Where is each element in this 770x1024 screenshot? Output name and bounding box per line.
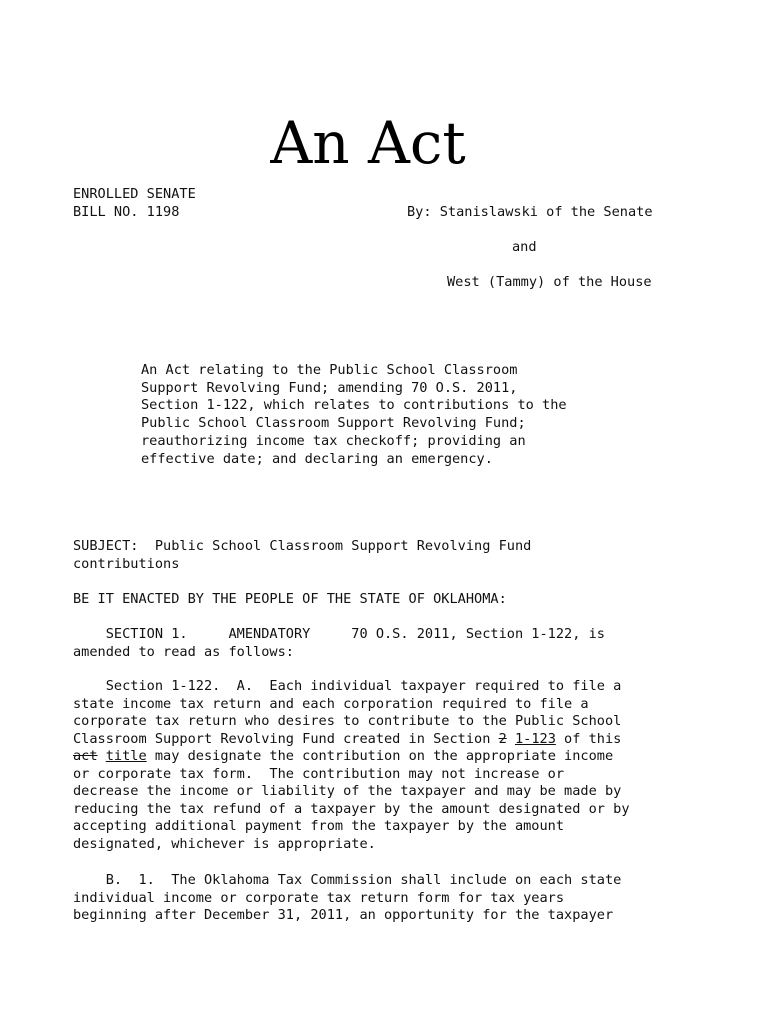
bill-number: BILL NO. 1198 <box>73 204 180 220</box>
body-line: individual income or corporate tax return form for tax years <box>73 889 565 906</box>
summary-line: Support Revolving Fund; amending 70 O.S. 2011, <box>141 379 518 396</box>
summary-line: effective date; and declaring an emergency. <box>141 450 493 467</box>
enacting-clause-text: BE IT ENACTED BY THE PEOPLE OF THE STATE OF OKLAHOMA: <box>73 591 507 607</box>
section-line: amended to read as follows: <box>73 643 294 660</box>
enacting-clause <box>73 591 507 609</box>
inserted-text: title <box>105 748 147 764</box>
body-line <box>73 748 630 766</box>
summary-line: reauthorizing income tax checkoff; providing an <box>141 432 526 449</box>
senate-author: By: Stanislawski of the Senate <box>407 204 653 220</box>
inserted-text: 1-123 <box>514 730 556 747</box>
bill-label-line1: ENROLLED SENATE <box>73 186 196 202</box>
body-text: may designate the contribution on the appropriate income <box>146 748 614 764</box>
author-conjunction: and <box>512 239 537 255</box>
summary-line: Section 1-122, which relates to contributions to the <box>141 397 567 414</box>
body-line: or corporate tax form. The contribution may not increase or <box>73 765 565 782</box>
body-line <box>73 731 630 749</box>
body-text: Classroom Support Revolving Fund created in Section <box>73 730 499 747</box>
document-title: An Act <box>270 109 466 177</box>
subject-paragraph <box>73 538 531 573</box>
section-a-paragraph <box>73 678 630 853</box>
section-line: SECTION 1. AMENDATORY 70 O.S. 2011, Section 1-122, is <box>73 626 605 642</box>
struck-text: 2 <box>498 730 507 747</box>
subject-line: SUBJECT: Public School Classroom Support Revolving Fund <box>73 538 532 554</box>
body-line: Section 1-122. A. Each individual taxpayer required to file a <box>73 678 622 694</box>
body-line: accepting additional payment from the taxpayer by the amount <box>73 818 565 834</box>
section-b-paragraph <box>73 872 621 925</box>
body-text: of this <box>555 730 622 747</box>
subject-line: contributions <box>73 555 180 572</box>
body-line: designated, whichever is appropriate. <box>73 835 376 852</box>
body-line: corporate tax return who desires to contribute to the Public School <box>73 713 622 729</box>
act-summary <box>141 362 567 468</box>
struck-text: act <box>73 748 98 764</box>
summary-line: Public School Classroom Support Revolving Fund; <box>141 415 526 432</box>
summary-line: An Act relating to the Public School Classroom <box>141 362 518 378</box>
body-line: beginning after December 31, 2011, an opportunity for the taxpayer <box>73 907 614 923</box>
section-1-heading <box>73 626 605 661</box>
body-line: state income tax return and each corporation required to file a <box>73 695 589 712</box>
house-author: West (Tammy) of the House <box>447 274 652 290</box>
body-line: decrease the income or liability of the taxpayer and may be made by <box>73 783 622 799</box>
body-line: reducing the tax refund of a taxpayer by the amount designated or by <box>73 800 630 817</box>
body-line: B. 1. The Oklahoma Tax Commission shall include on each state <box>73 872 622 888</box>
